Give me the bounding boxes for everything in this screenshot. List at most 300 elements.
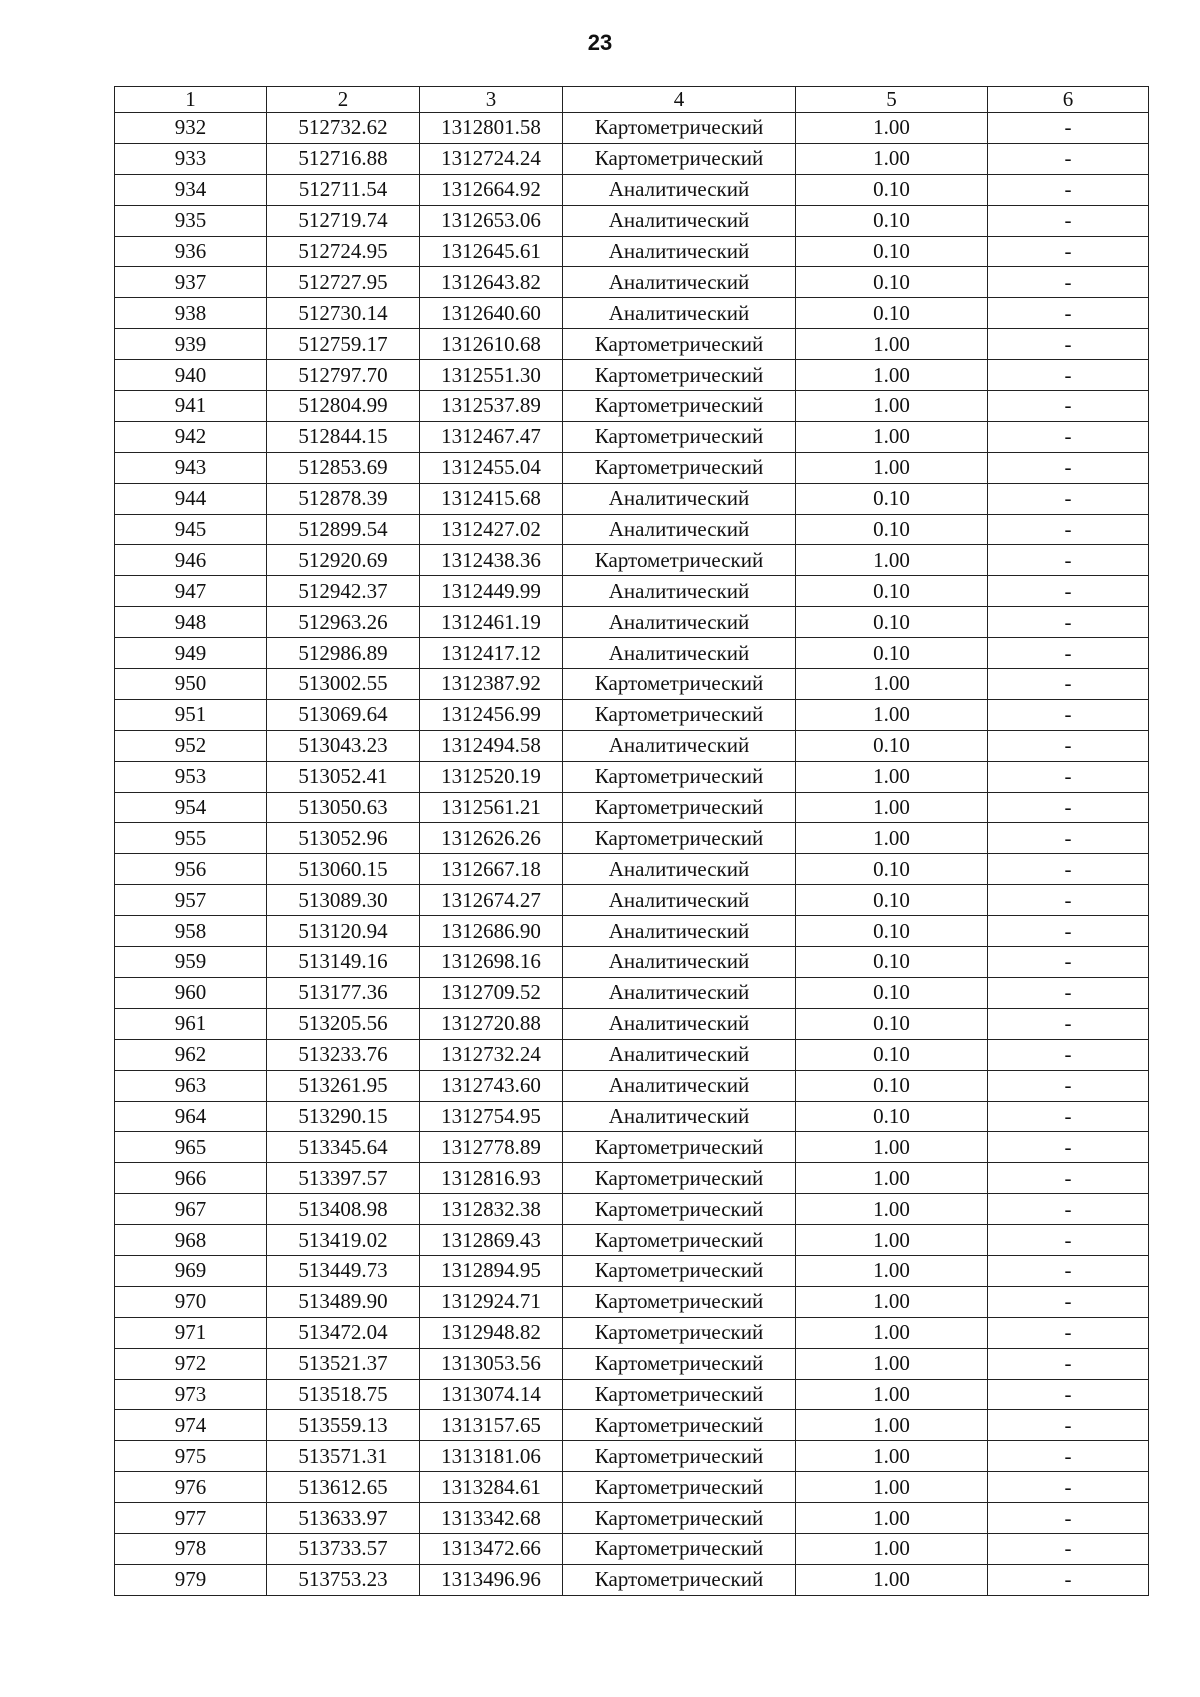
y-coordinate-cell: 1312720.88	[420, 1008, 563, 1039]
note-cell: -	[988, 1163, 1149, 1194]
x-coordinate-cell: 512797.70	[267, 360, 420, 391]
point-number-cell: 944	[115, 483, 267, 514]
accuracy-cell: 1.00	[796, 421, 988, 452]
note-cell: -	[988, 607, 1149, 638]
note-cell: -	[988, 1286, 1149, 1317]
table-row	[115, 761, 1149, 792]
method-cell: Картометрический	[563, 1132, 796, 1163]
y-coordinate-cell: 1312698.16	[420, 947, 563, 978]
y-coordinate-cell: 1312686.90	[420, 916, 563, 947]
note-cell: -	[988, 730, 1149, 761]
accuracy-cell: 0.10	[796, 977, 988, 1008]
y-coordinate-cell: 1312664.92	[420, 174, 563, 205]
y-coordinate-cell: 1313181.06	[420, 1441, 563, 1472]
point-number-cell: 938	[115, 298, 267, 329]
accuracy-cell: 1.00	[796, 761, 988, 792]
y-coordinate-cell: 1312626.26	[420, 823, 563, 854]
accuracy-cell: 0.10	[796, 854, 988, 885]
accuracy-cell: 1.00	[796, 1225, 988, 1256]
point-number-cell: 975	[115, 1441, 267, 1472]
point-number-cell: 937	[115, 267, 267, 298]
accuracy-cell: 1.00	[796, 360, 988, 391]
note-cell: -	[988, 761, 1149, 792]
method-cell: Картометрический	[563, 1225, 796, 1256]
note-cell: -	[988, 1225, 1149, 1256]
x-coordinate-cell: 513518.75	[267, 1379, 420, 1410]
x-coordinate-cell: 513205.56	[267, 1008, 420, 1039]
point-number-cell: 969	[115, 1255, 267, 1286]
note-cell: -	[988, 1255, 1149, 1286]
y-coordinate-cell: 1312832.38	[420, 1194, 563, 1225]
y-coordinate-cell: 1312645.61	[420, 236, 563, 267]
note-cell: -	[988, 514, 1149, 545]
x-coordinate-cell: 513290.15	[267, 1101, 420, 1132]
point-number-cell: 941	[115, 391, 267, 422]
accuracy-cell: 1.00	[796, 699, 988, 730]
table-row	[115, 916, 1149, 947]
table-row	[115, 174, 1149, 205]
x-coordinate-cell: 513571.31	[267, 1441, 420, 1472]
note-cell: -	[988, 885, 1149, 916]
point-number-cell: 933	[115, 143, 267, 174]
point-number-cell: 965	[115, 1132, 267, 1163]
method-cell: Картометрический	[563, 1441, 796, 1472]
method-cell: Картометрический	[563, 1503, 796, 1534]
method-cell: Аналитический	[563, 885, 796, 916]
method-cell: Аналитический	[563, 1008, 796, 1039]
x-coordinate-cell: 513089.30	[267, 885, 420, 916]
note-cell: -	[988, 298, 1149, 329]
point-number-cell: 948	[115, 607, 267, 638]
x-coordinate-cell: 512853.69	[267, 452, 420, 483]
accuracy-cell: 1.00	[796, 1317, 988, 1348]
method-cell: Аналитический	[563, 236, 796, 267]
note-cell: -	[988, 236, 1149, 267]
accuracy-cell: 1.00	[796, 1132, 988, 1163]
point-number-cell: 940	[115, 360, 267, 391]
column-header: 5	[796, 87, 988, 113]
method-cell: Аналитический	[563, 267, 796, 298]
y-coordinate-cell: 1313053.56	[420, 1348, 563, 1379]
x-coordinate-cell: 513472.04	[267, 1317, 420, 1348]
point-number-cell: 962	[115, 1039, 267, 1070]
accuracy-cell: 1.00	[796, 143, 988, 174]
accuracy-cell: 1.00	[796, 1533, 988, 1564]
method-cell: Картометрический	[563, 1472, 796, 1503]
y-coordinate-cell: 1312640.60	[420, 298, 563, 329]
point-number-cell: 956	[115, 854, 267, 885]
note-cell: -	[988, 576, 1149, 607]
y-coordinate-cell: 1312924.71	[420, 1286, 563, 1317]
note-cell: -	[988, 1379, 1149, 1410]
note-cell: -	[988, 916, 1149, 947]
column-header: 6	[988, 87, 1149, 113]
method-cell: Аналитический	[563, 576, 796, 607]
y-coordinate-cell: 1312449.99	[420, 576, 563, 607]
accuracy-cell: 1.00	[796, 1286, 988, 1317]
accuracy-cell: 1.00	[796, 1379, 988, 1410]
accuracy-cell: 0.10	[796, 885, 988, 916]
table-row	[115, 360, 1149, 391]
method-cell: Картометрический	[563, 1410, 796, 1441]
table-row	[115, 1286, 1149, 1317]
y-coordinate-cell: 1312387.92	[420, 669, 563, 700]
x-coordinate-cell: 513397.57	[267, 1163, 420, 1194]
note-cell: -	[988, 1070, 1149, 1101]
accuracy-cell: 1.00	[796, 1163, 988, 1194]
accuracy-cell: 0.10	[796, 267, 988, 298]
table-row	[115, 699, 1149, 730]
x-coordinate-cell: 512804.99	[267, 391, 420, 422]
table-row	[115, 669, 1149, 700]
table-row	[115, 576, 1149, 607]
accuracy-cell: 1.00	[796, 1472, 988, 1503]
note-cell: -	[988, 483, 1149, 514]
x-coordinate-cell: 512878.39	[267, 483, 420, 514]
method-cell: Картометрический	[563, 1317, 796, 1348]
point-number-cell: 954	[115, 792, 267, 823]
x-coordinate-cell: 513177.36	[267, 977, 420, 1008]
method-cell: Картометрический	[563, 1255, 796, 1286]
point-number-cell: 946	[115, 545, 267, 576]
note-cell: -	[988, 1503, 1149, 1534]
x-coordinate-cell: 512719.74	[267, 205, 420, 236]
method-cell: Картометрический	[563, 113, 796, 144]
y-coordinate-cell: 1312551.30	[420, 360, 563, 391]
y-coordinate-cell: 1312427.02	[420, 514, 563, 545]
note-cell: -	[988, 977, 1149, 1008]
column-header: 1	[115, 87, 267, 113]
note-cell: -	[988, 947, 1149, 978]
table-row	[115, 854, 1149, 885]
y-coordinate-cell: 1312494.58	[420, 730, 563, 761]
x-coordinate-cell: 513149.16	[267, 947, 420, 978]
note-cell: -	[988, 1410, 1149, 1441]
point-number-cell: 977	[115, 1503, 267, 1534]
table-row	[115, 638, 1149, 669]
table-row	[115, 607, 1149, 638]
point-number-cell: 934	[115, 174, 267, 205]
point-number-cell: 978	[115, 1533, 267, 1564]
point-number-cell: 976	[115, 1472, 267, 1503]
method-cell: Аналитический	[563, 977, 796, 1008]
method-cell: Аналитический	[563, 298, 796, 329]
y-coordinate-cell: 1312610.68	[420, 329, 563, 360]
point-number-cell: 935	[115, 205, 267, 236]
table-row	[115, 1564, 1149, 1595]
y-coordinate-cell: 1313342.68	[420, 1503, 563, 1534]
note-cell: -	[988, 391, 1149, 422]
table-row	[115, 1441, 1149, 1472]
y-coordinate-cell: 1312520.19	[420, 761, 563, 792]
note-cell: -	[988, 143, 1149, 174]
accuracy-cell: 0.10	[796, 947, 988, 978]
x-coordinate-cell: 512732.62	[267, 113, 420, 144]
y-coordinate-cell: 1312894.95	[420, 1255, 563, 1286]
note-cell: -	[988, 360, 1149, 391]
table-row	[115, 1008, 1149, 1039]
point-number-cell: 942	[115, 421, 267, 452]
accuracy-cell: 1.00	[796, 1255, 988, 1286]
note-cell: -	[988, 545, 1149, 576]
table-row	[115, 1070, 1149, 1101]
note-cell: -	[988, 113, 1149, 144]
point-number-cell: 950	[115, 669, 267, 700]
table-row	[115, 205, 1149, 236]
note-cell: -	[988, 854, 1149, 885]
table-row	[115, 1533, 1149, 1564]
point-number-cell: 979	[115, 1564, 267, 1595]
y-coordinate-cell: 1312709.52	[420, 977, 563, 1008]
y-coordinate-cell: 1312778.89	[420, 1132, 563, 1163]
accuracy-cell: 0.10	[796, 236, 988, 267]
x-coordinate-cell: 512844.15	[267, 421, 420, 452]
point-number-cell: 943	[115, 452, 267, 483]
accuracy-cell: 0.10	[796, 1070, 988, 1101]
accuracy-cell: 1.00	[796, 391, 988, 422]
method-cell: Картометрический	[563, 1564, 796, 1595]
table-body	[115, 113, 1149, 1596]
x-coordinate-cell: 513120.94	[267, 916, 420, 947]
accuracy-cell: 1.00	[796, 329, 988, 360]
table-row	[115, 977, 1149, 1008]
y-coordinate-cell: 1312674.27	[420, 885, 563, 916]
table-row	[115, 298, 1149, 329]
table-row	[115, 1101, 1149, 1132]
x-coordinate-cell: 512730.14	[267, 298, 420, 329]
note-cell: -	[988, 1441, 1149, 1472]
table-row	[115, 730, 1149, 761]
x-coordinate-cell: 513050.63	[267, 792, 420, 823]
x-coordinate-cell: 513261.95	[267, 1070, 420, 1101]
table-row	[115, 329, 1149, 360]
table-row	[115, 267, 1149, 298]
point-number-cell: 968	[115, 1225, 267, 1256]
method-cell: Аналитический	[563, 1101, 796, 1132]
accuracy-cell: 1.00	[796, 1410, 988, 1441]
table-row	[115, 483, 1149, 514]
method-cell: Картометрический	[563, 329, 796, 360]
page-number: 23	[587, 30, 613, 55]
column-header: 2	[267, 87, 420, 113]
accuracy-cell: 1.00	[796, 1348, 988, 1379]
accuracy-cell: 0.10	[796, 1101, 988, 1132]
y-coordinate-cell: 1312467.47	[420, 421, 563, 452]
accuracy-cell: 1.00	[796, 823, 988, 854]
point-number-cell: 967	[115, 1194, 267, 1225]
method-cell: Аналитический	[563, 205, 796, 236]
note-cell: -	[988, 638, 1149, 669]
point-number-cell: 952	[115, 730, 267, 761]
accuracy-cell: 1.00	[796, 113, 988, 144]
method-cell: Картометрический	[563, 1194, 796, 1225]
accuracy-cell: 1.00	[796, 1441, 988, 1472]
accuracy-cell: 0.10	[796, 174, 988, 205]
method-cell: Картометрический	[563, 669, 796, 700]
accuracy-cell: 0.10	[796, 916, 988, 947]
x-coordinate-cell: 512986.89	[267, 638, 420, 669]
table-row	[115, 545, 1149, 576]
point-number-cell: 955	[115, 823, 267, 854]
x-coordinate-cell: 513449.73	[267, 1255, 420, 1286]
column-header: 3	[420, 87, 563, 113]
point-number-cell: 939	[115, 329, 267, 360]
method-cell: Картометрический	[563, 1533, 796, 1564]
x-coordinate-cell: 512963.26	[267, 607, 420, 638]
accuracy-cell: 1.00	[796, 1564, 988, 1595]
table-row	[115, 1194, 1149, 1225]
table-row	[115, 514, 1149, 545]
accuracy-cell: 0.10	[796, 730, 988, 761]
method-cell: Картометрический	[563, 699, 796, 730]
header-row	[115, 87, 1149, 113]
accuracy-cell: 1.00	[796, 545, 988, 576]
y-coordinate-cell: 1312455.04	[420, 452, 563, 483]
method-cell: Картометрический	[563, 391, 796, 422]
accuracy-cell: 1.00	[796, 669, 988, 700]
method-cell: Аналитический	[563, 638, 796, 669]
x-coordinate-cell: 513233.76	[267, 1039, 420, 1070]
table-row	[115, 452, 1149, 483]
table-row	[115, 947, 1149, 978]
note-cell: -	[988, 823, 1149, 854]
note-cell: -	[988, 421, 1149, 452]
table-row	[115, 236, 1149, 267]
method-cell: Аналитический	[563, 483, 796, 514]
method-cell: Аналитический	[563, 916, 796, 947]
x-coordinate-cell: 513753.23	[267, 1564, 420, 1595]
table-row	[115, 421, 1149, 452]
accuracy-cell: 1.00	[796, 792, 988, 823]
point-number-cell: 972	[115, 1348, 267, 1379]
x-coordinate-cell: 512942.37	[267, 576, 420, 607]
y-coordinate-cell: 1313157.65	[420, 1410, 563, 1441]
method-cell: Аналитический	[563, 174, 796, 205]
y-coordinate-cell: 1312948.82	[420, 1317, 563, 1348]
table-row	[115, 1039, 1149, 1070]
point-number-cell: 936	[115, 236, 267, 267]
method-cell: Аналитический	[563, 1039, 796, 1070]
y-coordinate-cell: 1312754.95	[420, 1101, 563, 1132]
table-row	[115, 1255, 1149, 1286]
table-row	[115, 792, 1149, 823]
note-cell: -	[988, 1008, 1149, 1039]
method-cell: Картометрический	[563, 1379, 796, 1410]
table-row	[115, 1472, 1149, 1503]
y-coordinate-cell: 1312461.19	[420, 607, 563, 638]
x-coordinate-cell: 513612.65	[267, 1472, 420, 1503]
method-cell: Картометрический	[563, 545, 796, 576]
x-coordinate-cell: 513052.41	[267, 761, 420, 792]
accuracy-cell: 0.10	[796, 638, 988, 669]
accuracy-cell: 1.00	[796, 1194, 988, 1225]
x-coordinate-cell: 513633.97	[267, 1503, 420, 1534]
method-cell: Аналитический	[563, 947, 796, 978]
table-row	[115, 391, 1149, 422]
accuracy-cell: 0.10	[796, 298, 988, 329]
y-coordinate-cell: 1313496.96	[420, 1564, 563, 1595]
note-cell: -	[988, 174, 1149, 205]
note-cell: -	[988, 267, 1149, 298]
table-row	[115, 1379, 1149, 1410]
x-coordinate-cell: 512711.54	[267, 174, 420, 205]
note-cell: -	[988, 1472, 1149, 1503]
note-cell: -	[988, 792, 1149, 823]
accuracy-cell: 1.00	[796, 1503, 988, 1534]
y-coordinate-cell: 1312438.36	[420, 545, 563, 576]
x-coordinate-cell: 513069.64	[267, 699, 420, 730]
point-number-cell: 958	[115, 916, 267, 947]
x-coordinate-cell: 513002.55	[267, 669, 420, 700]
point-number-cell: 932	[115, 113, 267, 144]
method-cell: Картометрический	[563, 1348, 796, 1379]
column-header: 4	[563, 87, 796, 113]
y-coordinate-cell: 1312415.68	[420, 483, 563, 514]
method-cell: Аналитический	[563, 607, 796, 638]
point-number-cell: 973	[115, 1379, 267, 1410]
note-cell: -	[988, 1194, 1149, 1225]
table-row	[115, 1410, 1149, 1441]
point-number-cell: 970	[115, 1286, 267, 1317]
note-cell: -	[988, 1533, 1149, 1564]
accuracy-cell: 0.10	[796, 514, 988, 545]
y-coordinate-cell: 1313284.61	[420, 1472, 563, 1503]
point-number-cell: 960	[115, 977, 267, 1008]
accuracy-cell: 0.10	[796, 1039, 988, 1070]
method-cell: Картометрический	[563, 1286, 796, 1317]
table-row	[115, 1503, 1149, 1534]
note-cell: -	[988, 1317, 1149, 1348]
point-number-cell: 957	[115, 885, 267, 916]
x-coordinate-cell: 513733.57	[267, 1533, 420, 1564]
x-coordinate-cell: 512716.88	[267, 143, 420, 174]
table-row	[115, 143, 1149, 174]
point-number-cell: 947	[115, 576, 267, 607]
method-cell: Картометрический	[563, 143, 796, 174]
table-row	[115, 1317, 1149, 1348]
note-cell: -	[988, 1348, 1149, 1379]
point-number-cell: 961	[115, 1008, 267, 1039]
accuracy-cell: 0.10	[796, 607, 988, 638]
note-cell: -	[988, 1132, 1149, 1163]
method-cell: Картометрический	[563, 823, 796, 854]
y-coordinate-cell: 1313074.14	[420, 1379, 563, 1410]
method-cell: Аналитический	[563, 514, 796, 545]
note-cell: -	[988, 1564, 1149, 1595]
x-coordinate-cell: 512759.17	[267, 329, 420, 360]
table-row	[115, 1225, 1149, 1256]
y-coordinate-cell: 1312869.43	[420, 1225, 563, 1256]
x-coordinate-cell: 513060.15	[267, 854, 420, 885]
method-cell: Картометрический	[563, 792, 796, 823]
note-cell: -	[988, 1101, 1149, 1132]
point-number-cell: 953	[115, 761, 267, 792]
x-coordinate-cell: 513419.02	[267, 1225, 420, 1256]
y-coordinate-cell: 1312456.99	[420, 699, 563, 730]
y-coordinate-cell: 1312816.93	[420, 1163, 563, 1194]
x-coordinate-cell: 513052.96	[267, 823, 420, 854]
accuracy-cell: 0.10	[796, 205, 988, 236]
y-coordinate-cell: 1312801.58	[420, 113, 563, 144]
note-cell: -	[988, 205, 1149, 236]
y-coordinate-cell: 1312724.24	[420, 143, 563, 174]
x-coordinate-cell: 512920.69	[267, 545, 420, 576]
point-number-cell: 964	[115, 1101, 267, 1132]
x-coordinate-cell: 512727.95	[267, 267, 420, 298]
method-cell: Картометрический	[563, 761, 796, 792]
accuracy-cell: 0.10	[796, 1008, 988, 1039]
x-coordinate-cell: 513489.90	[267, 1286, 420, 1317]
